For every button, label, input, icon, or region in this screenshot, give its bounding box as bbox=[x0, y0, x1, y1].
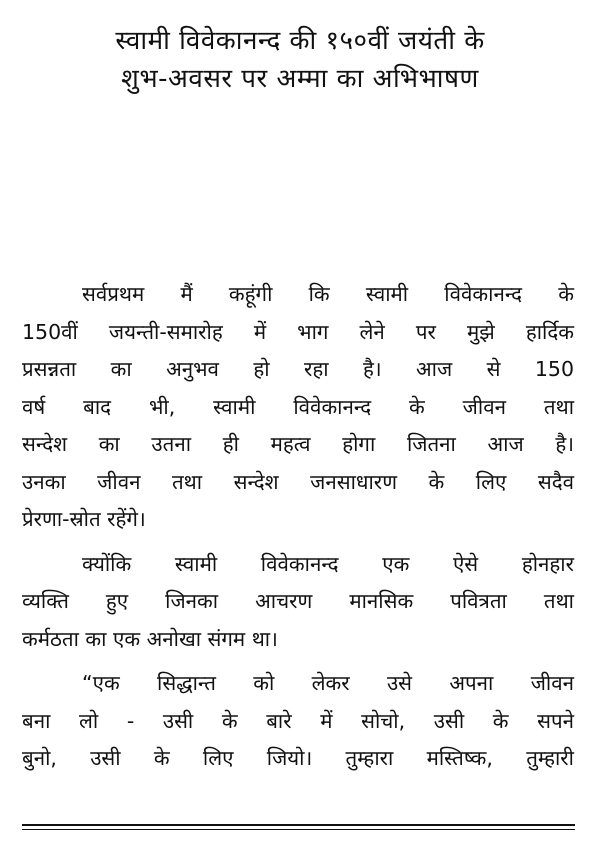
text-line: प्रसन्नता का अनुभव हो रहा है। आज से 150 bbox=[22, 357, 574, 381]
text-line: सर्वप्रथम मैं कहूंगी कि स्वामी विवेकानन्द के bbox=[82, 282, 574, 306]
title-line-2: शुभ-अवसर पर अम्मा का अभिभाषण bbox=[121, 64, 479, 94]
text-line: बुनो, उसी के लिए जियो। तुम्हारा मस्तिष्क, तुम्हारी bbox=[22, 746, 574, 770]
footer-rule-thin bbox=[22, 829, 575, 830]
text-line: 150वीं जयन्ती-समारोह में भाग लेने पर मुझे हार्दिक bbox=[22, 319, 574, 344]
text-line: बना लो - उसी के बारे में सोचो, उसी के सपने bbox=[22, 708, 574, 733]
page-title bbox=[0, 22, 600, 98]
text-line: कर्मठता का एक अनोखा संगम था। bbox=[22, 626, 278, 651]
text-line: उनका जीवन तथा सन्देश जनसाधारण के लिए सदैव bbox=[22, 469, 574, 494]
paragraph-2 bbox=[22, 546, 574, 659]
paragraph-3 bbox=[22, 665, 574, 778]
paragraph-1 bbox=[22, 276, 574, 539]
text-line: क्योंकि स्वामी विवेकानन्द एक ऐसे होनहार bbox=[82, 551, 574, 576]
text-line: प्रेरणा-स्रोत रहेंगे। bbox=[22, 507, 146, 531]
text-line: “एक सिद्धान्त को लेकर उसे अपना जीवन bbox=[82, 671, 574, 695]
text-line: वर्ष बाद भी, स्वामी विवेकानन्द के जीवन तथा bbox=[22, 394, 574, 419]
footer-rule-thick bbox=[22, 824, 575, 826]
text-line: सन्देश का उतना ही महत्व होगा जितना आज है। bbox=[22, 432, 574, 456]
body-text bbox=[22, 276, 574, 785]
text-line: व्यक्ति हुए जिनका आचरण मानसिक पवित्रता तथा bbox=[22, 589, 574, 613]
title-line-1: स्वामी विवेकानन्द की १५०वीं जयंती के bbox=[115, 26, 485, 56]
